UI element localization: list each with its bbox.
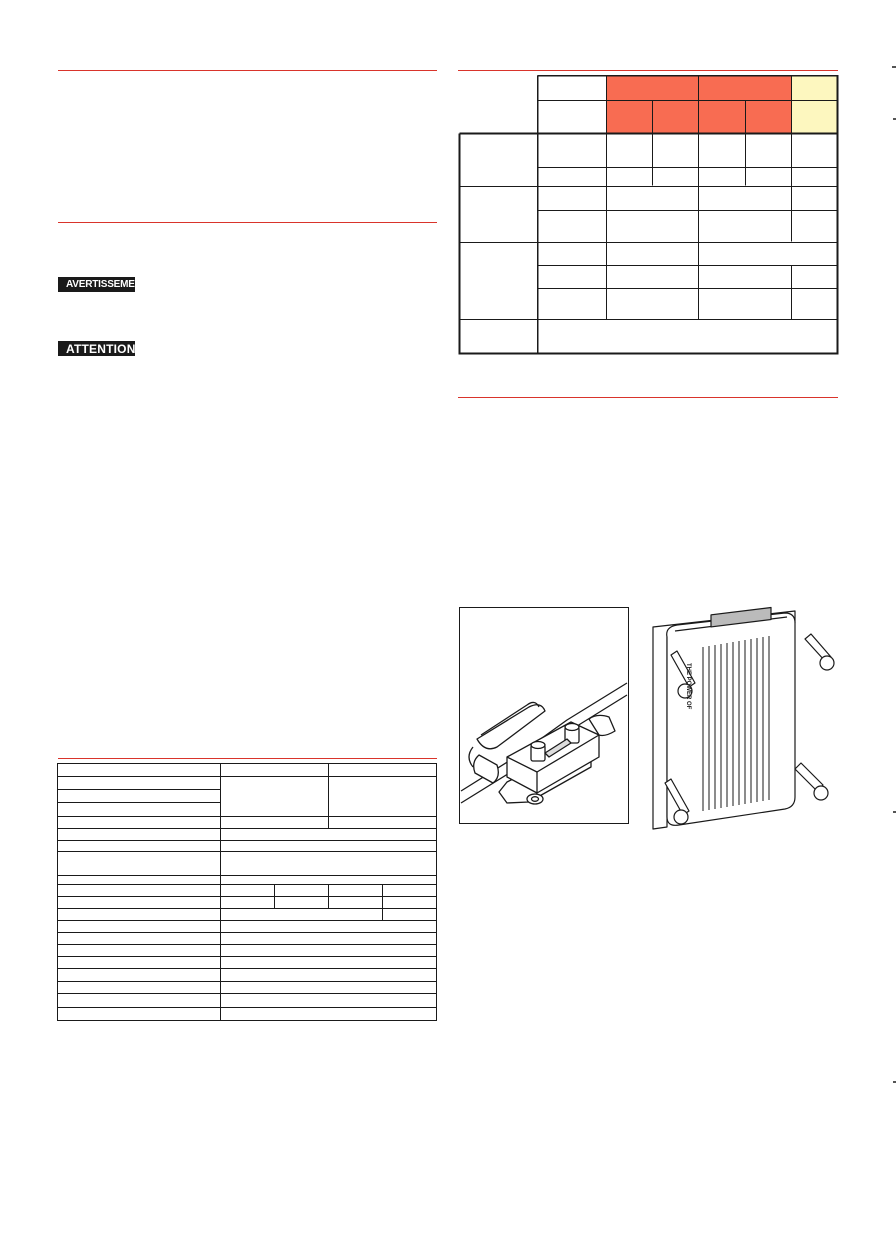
section-rule-2: [58, 222, 437, 223]
fuse-holder-illustration: [459, 607, 630, 825]
section-rule-5: [458, 397, 838, 398]
section-rule-3: [58, 758, 437, 759]
warning-badge-avertissement: [58, 277, 148, 292]
attention-label: ATTENTION: [66, 341, 136, 356]
section-rule-1: [58, 70, 437, 71]
page-edge-mark: [892, 66, 896, 68]
device-label-top: THE POWER OF: [685, 663, 691, 710]
header-red-group-2: [698, 76, 791, 133]
warning-label: AVERTISSEMENT: [66, 279, 148, 290]
section-rule-4: [458, 70, 838, 71]
warning-badge-attention: [58, 341, 135, 356]
specifications-table: [57, 763, 438, 1022]
converter-mounting-illustration: [645, 597, 845, 834]
header-yellow-group: [791, 76, 838, 133]
compatibility-table: [458, 75, 840, 356]
